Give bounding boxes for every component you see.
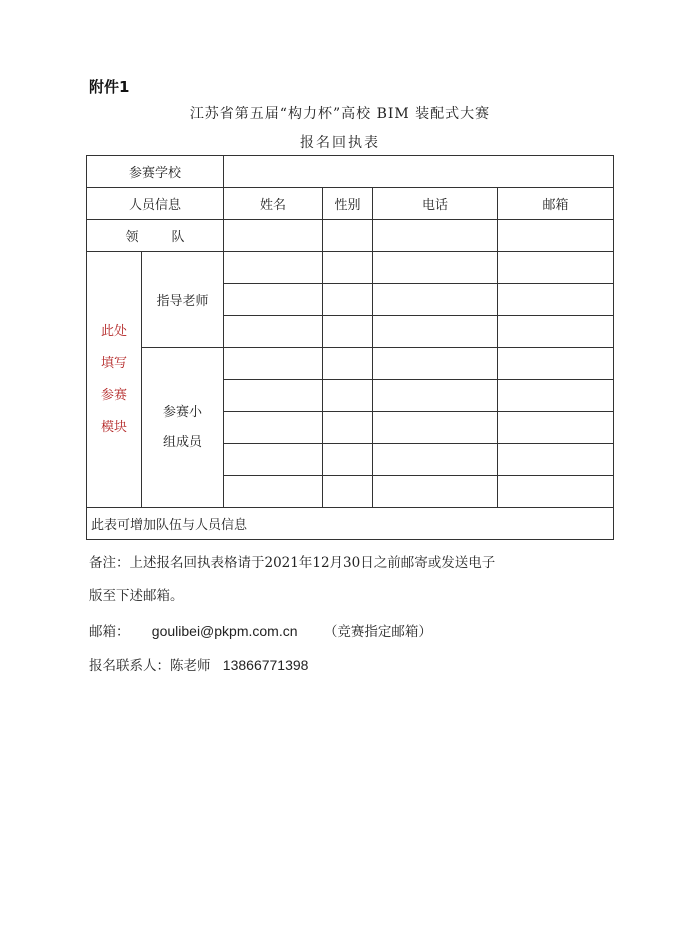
contact-row [89,654,308,674]
contact-label: 报名联系人：陈老师 [89,658,211,674]
table-footer-note: 此表可增加队伍与人员信息 [91,518,248,533]
form-subtitle: 报名回执表 [300,135,380,151]
module-label [87,252,141,507]
attachment-label: 附件1 [89,78,130,96]
instructor-label: 指导老师 [156,294,209,309]
members-label-line: 参赛小 [162,404,202,420]
email-link[interactable]: goulibei@pkpm.com.cn [151,623,298,639]
members-label-line: 组成员 [162,434,202,450]
email-label: 邮箱： [89,624,130,640]
module-label-line: 模块 [100,419,127,435]
contact-phone: 13866771398 [222,657,309,673]
members-label [142,348,223,507]
school-input-cell[interactable] [224,156,613,187]
remark-line-2: 版至下述邮箱。 [89,588,184,604]
column-header-name: 姓名 [259,198,286,213]
form-title: 江苏省第五届“构力杯”高校 BIM 装配式大赛 [189,106,491,122]
column-header-phone: 电话 [421,198,448,213]
personnel-label: 人员信息 [128,198,181,213]
email-row [89,620,432,640]
module-label-line: 填写 [100,355,127,371]
column-header-gender: 性别 [334,198,361,213]
module-label-line: 此处 [100,323,127,339]
leader-label: 领 队 [125,230,185,245]
school-label: 参赛学校 [128,166,181,181]
column-header-email: 邮箱 [542,198,569,213]
module-label-line: 参赛 [100,387,127,403]
remark-line-1: 备注：上述报名回执表格请于2021年12月30日之前邮寄或发送电子 [89,555,496,571]
email-note: （竞赛指定邮箱） [323,624,432,640]
